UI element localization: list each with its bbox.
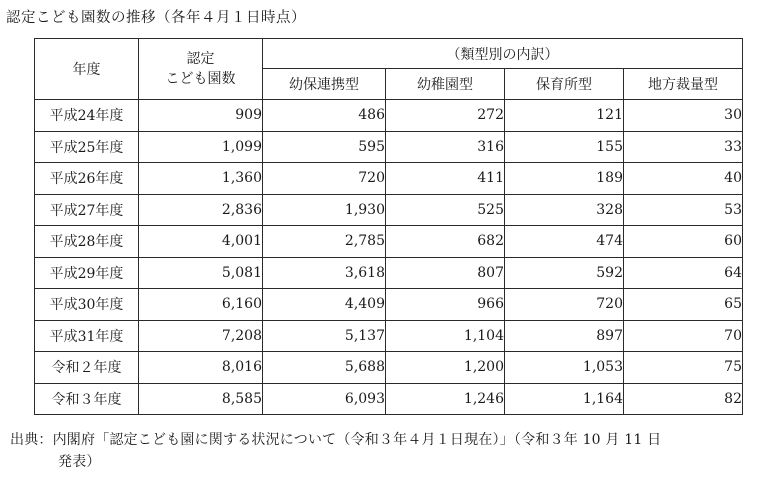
- cell-year: 平成28年度: [35, 226, 139, 258]
- source-note: [10, 429, 770, 473]
- cell-yoho-renkei: 2,785: [263, 226, 386, 258]
- cell-yochien: 807: [386, 257, 505, 289]
- header-total: [139, 39, 263, 100]
- cell-yochien: 411: [386, 163, 505, 195]
- cell-yoho-renkei: 1,930: [263, 194, 386, 226]
- cell-yochien: 682: [386, 226, 505, 258]
- cell-yoho-renkei: 486: [263, 100, 386, 132]
- table-row: [35, 289, 743, 321]
- cell-year: 令和２年度: [35, 352, 139, 384]
- header-total-line1: 認定: [186, 51, 215, 67]
- cell-chiho-sairyo: 75: [624, 352, 743, 384]
- cell-hoikusho: 189: [505, 163, 624, 195]
- header-hoikusho: 保育所型: [505, 69, 624, 100]
- cell-hoikusho: 1,164: [505, 383, 624, 415]
- table-body: [35, 100, 743, 415]
- cell-chiho-sairyo: 65: [624, 289, 743, 321]
- cell-yoho-renkei: 6,093: [263, 383, 386, 415]
- cell-chiho-sairyo: 40: [624, 163, 743, 195]
- table-row: [35, 226, 743, 258]
- cell-hoikusho: 328: [505, 194, 624, 226]
- cell-year: 平成24年度: [35, 100, 139, 132]
- table-row: [35, 257, 743, 289]
- header-year: 年度: [35, 39, 139, 100]
- cell-total: 8,016: [139, 352, 263, 384]
- cell-yoho-renkei: 3,618: [263, 257, 386, 289]
- cell-chiho-sairyo: 53: [624, 194, 743, 226]
- header-total-line2: こども園数: [165, 71, 236, 87]
- cell-chiho-sairyo: 64: [624, 257, 743, 289]
- cell-chiho-sairyo: 60: [624, 226, 743, 258]
- cell-total: 6,160: [139, 289, 263, 321]
- document-title: 認定こども園数の推移（各年４月１日時点）: [6, 10, 306, 26]
- table-row: [35, 131, 743, 163]
- source-line-2: 発表）: [58, 454, 101, 470]
- cell-year: 令和３年度: [35, 383, 139, 415]
- header-yochien: 幼稚園型: [386, 69, 505, 100]
- table-row: [35, 100, 743, 132]
- cell-yochien: 316: [386, 131, 505, 163]
- cell-yoho-renkei: 720: [263, 163, 386, 195]
- cell-hoikusho: 121: [505, 100, 624, 132]
- cell-yochien: 272: [386, 100, 505, 132]
- table-row: [35, 194, 743, 226]
- cell-yoho-renkei: 5,137: [263, 320, 386, 352]
- cell-chiho-sairyo: 33: [624, 131, 743, 163]
- cell-total: 4,001: [139, 226, 263, 258]
- kodomoen-count-table: [34, 38, 743, 415]
- cell-yoho-renkei: 595: [263, 131, 386, 163]
- cell-chiho-sairyo: 70: [624, 320, 743, 352]
- cell-hoikusho: 474: [505, 226, 624, 258]
- cell-yochien: 966: [386, 289, 505, 321]
- table-row: [35, 352, 743, 384]
- cell-hoikusho: 1,053: [505, 352, 624, 384]
- cell-hoikusho: 897: [505, 320, 624, 352]
- cell-total: 909: [139, 100, 263, 132]
- cell-hoikusho: 155: [505, 131, 624, 163]
- cell-year: 平成31年度: [35, 320, 139, 352]
- cell-total: 2,836: [139, 194, 263, 226]
- cell-yochien: 1,246: [386, 383, 505, 415]
- cell-total: 5,081: [139, 257, 263, 289]
- table-row: [35, 320, 743, 352]
- cell-chiho-sairyo: 30: [624, 100, 743, 132]
- header-breakdown: （類型別の内訳）: [263, 39, 743, 69]
- cell-yoho-renkei: 4,409: [263, 289, 386, 321]
- cell-year: 平成27年度: [35, 194, 139, 226]
- cell-year: 平成25年度: [35, 131, 139, 163]
- cell-chiho-sairyo: 82: [624, 383, 743, 415]
- cell-hoikusho: 592: [505, 257, 624, 289]
- cell-total: 8,585: [139, 383, 263, 415]
- source-line-1: 出典：内閣府「認定こども園に関する状況について（令和３年４月１日現在）」（令和３年 10 月 11 日: [10, 432, 662, 448]
- table-row: [35, 383, 743, 415]
- table-row: [35, 163, 743, 195]
- cell-year: 平成26年度: [35, 163, 139, 195]
- header-chiho-sairyo: 地方裁量型: [624, 69, 743, 100]
- cell-yochien: 1,200: [386, 352, 505, 384]
- cell-yoho-renkei: 5,688: [263, 352, 386, 384]
- cell-hoikusho: 720: [505, 289, 624, 321]
- cell-total: 1,360: [139, 163, 263, 195]
- cell-yochien: 1,104: [386, 320, 505, 352]
- cell-total: 1,099: [139, 131, 263, 163]
- cell-yochien: 525: [386, 194, 505, 226]
- cell-year: 平成29年度: [35, 257, 139, 289]
- cell-year: 平成30年度: [35, 289, 139, 321]
- header-yoho-renkei: 幼保連携型: [263, 69, 386, 100]
- cell-total: 7,208: [139, 320, 263, 352]
